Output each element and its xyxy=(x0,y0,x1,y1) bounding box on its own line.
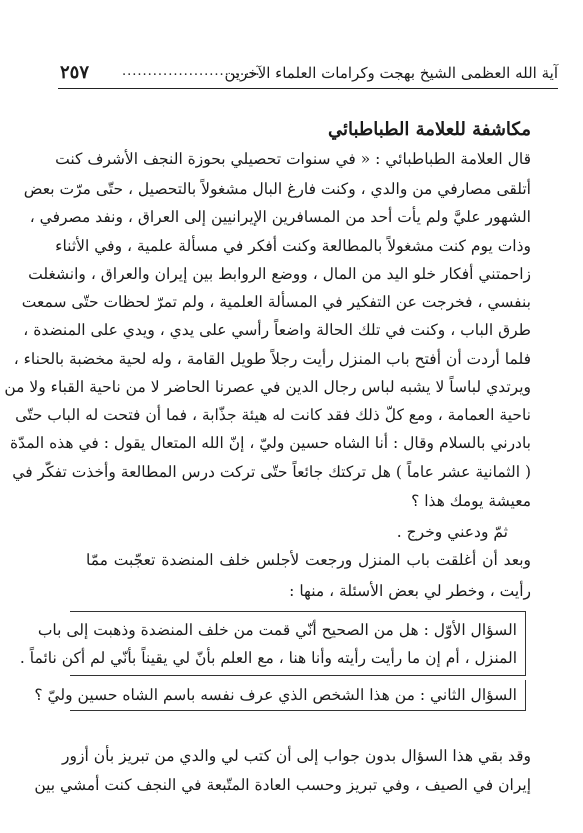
body-line: ويرتدي لباساً لا يشبه لباس رجال الدين في عصرنا الحاضر لا من ناحية القباء ولا من xyxy=(4,378,531,396)
body-line: زاحمتني أفكار خلو اليد من المال ، ووضع الروابط بين إيران والعراق ، وانشغلت xyxy=(28,265,531,283)
header-title: آية الله العظمى الشيخ بهجت وكرامات العلماء الآخرين xyxy=(224,64,558,82)
body-line: معيشة يومك هذا ؟ xyxy=(411,492,531,510)
body-line: ( الثمانية عشر عاماً ) هل تركتك جائعاً حتّى تركت درس المطالعة وأخذت تفكّر في xyxy=(12,463,531,481)
question-box-second xyxy=(34,680,526,711)
body-line: ثمّ ودعني وخرج . xyxy=(396,523,508,541)
body-line: الشهور عليَّ ولم يأت أحد من المسافرين الإيرانيين إلى العراق ، ونفد مصرفي ، xyxy=(29,208,531,226)
body-line: وقد بقي هذا السؤال بدون جواب إلى أن كتب لي والدي من تبريز بأن أزور xyxy=(62,747,531,765)
body-line: طرق الباب ، وكنت في تلك الحالة واضعاً رأسي على يدي ، ويدي على المنضدة ، xyxy=(23,321,531,339)
body-line: فلما أردت أن أفتح باب المنزل رأيت رجلاً طويل القامة ، وله لحية مخضبة بالحناء ، xyxy=(13,350,531,368)
section-title: مكاشفة للعلامة الطباطبائي xyxy=(327,119,531,140)
body-line: وبعد أن أغلقت باب المنزل ورجعت لأجلس خلف المنضدة تعجّبت ممّا xyxy=(86,551,531,569)
header-leader-dots: ........................... xyxy=(122,64,261,79)
body-line: وذات يوم كنت مشغولاً بالمطالعة وكنت أفكر في مسألة علمية ، وفي الأثناء xyxy=(55,237,531,255)
body-line: قال العلامة الطباطبائي : « في سنوات تحصيلي بحوزة النجف الأشرف كنت xyxy=(55,150,531,168)
body-line: ناحية العمامة ، ومع كلّ ذلك فقد كانت له هيئة جذّابة ، فما أن فتحت له الباب حتّى xyxy=(15,406,531,424)
question-box-first xyxy=(19,611,526,676)
body-line: أتلقى مصارفي من والدي ، وكنت فارغ البال مشغولاً بالتحصيل ، حتّى مرّت بعض xyxy=(23,180,531,198)
body-line: رأيت ، وخطر لي بعض الأسئلة ، منها : xyxy=(289,582,531,600)
question-line: السؤال الثاني : من هذا الشخص الذي عرف نفسه باسم الشاه حسين وليّ ؟ xyxy=(34,686,517,704)
running-header xyxy=(58,62,558,89)
body-line: بنفسي ، فخرجت عن التفكير في المسألة العلمية ، ولم تمرّ لحظات حتّى سمعت xyxy=(21,293,531,311)
body-line: إيران في الصيف ، وفي تبريز وحسب العادة المتّبعة في النجف كنت أمشي بين xyxy=(34,776,531,794)
question-line: المنزل ، أم إن ما رأيت رأيته وأنا هنا ، مع العلم بأنّ لي يقيناً بأنّي لم أكن نائماً . xyxy=(19,649,517,667)
body-line: بادرني بالسلام وقال : أنا الشاه حسين وليّ ، إنّ الله المتعال يقول : في هذه المدّة xyxy=(9,434,531,452)
page-number: ٢٥٧ xyxy=(60,62,90,83)
question-line: السؤال الأوّل : هل من الصحيح أنّي قمت من خلف المنضدة وذهبت إلى باب xyxy=(37,621,517,639)
